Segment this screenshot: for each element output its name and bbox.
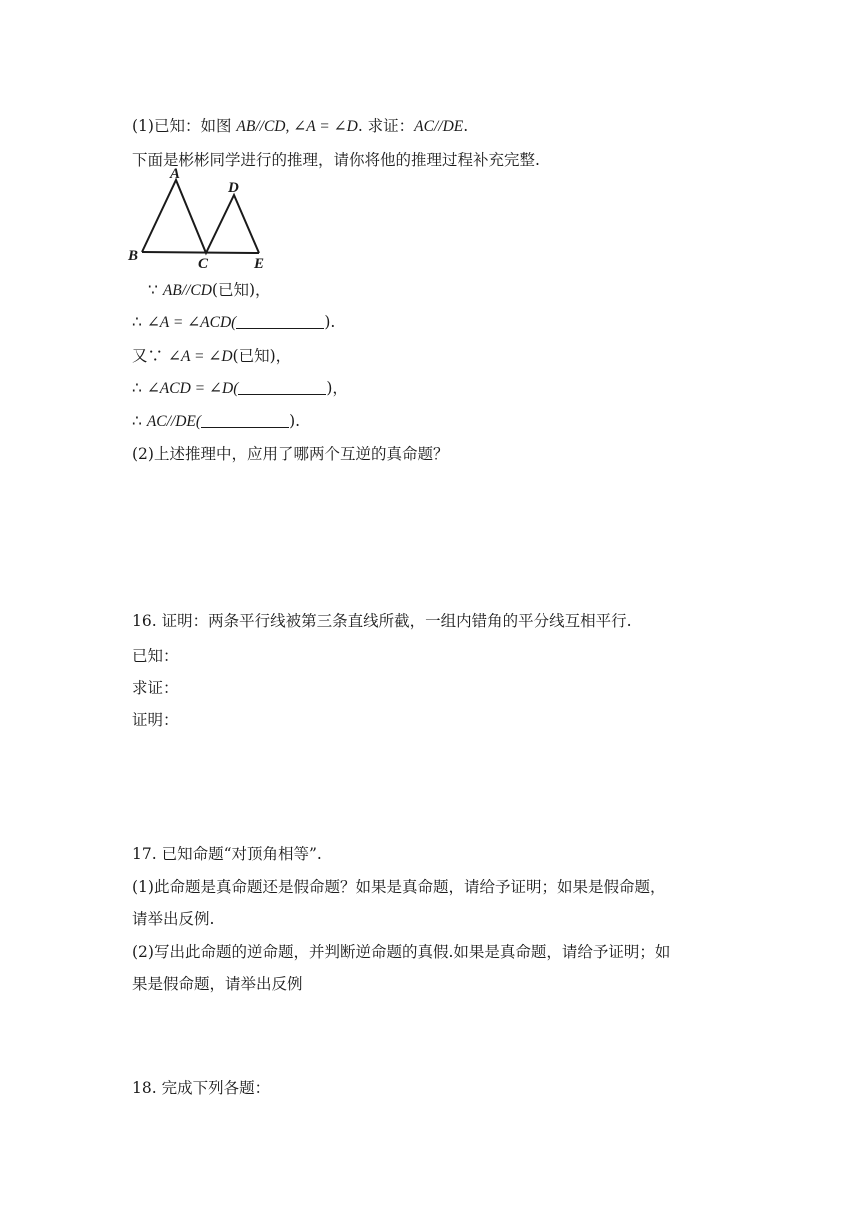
p15-step5-math: AC//DE( <box>146 413 202 430</box>
figure-label-e: E <box>254 256 265 272</box>
p16-given-label: 已知： <box>132 647 179 665</box>
p16-title: 16. 证明：两条平行线被第三条直线所截，一组内错角的平分线互相平行. <box>132 612 632 630</box>
triangles-figure <box>126 162 276 274</box>
p16-proof-label: 证明： <box>132 711 179 729</box>
p17-q2-line1: (2)写出此命题的逆命题，并判断逆命题的真假.如果是真命题，请给予证明；如 <box>132 943 671 961</box>
p15-step5 <box>132 411 300 432</box>
p17-q1-line2: 请举出反例. <box>132 910 215 928</box>
p15-prove-label: . 求证： <box>357 117 415 135</box>
p15-given-math: AB//CD, ∠A = ∠D <box>236 118 358 135</box>
answer-blank-1[interactable] <box>236 314 324 329</box>
p15-prove-math: AC//DE <box>414 118 464 135</box>
p15-step1 <box>148 280 271 301</box>
p15-part2: (2)上述推理中，应用了哪两个互逆的真命题？ <box>132 445 449 463</box>
p15-step3 <box>132 346 291 367</box>
p15-step2-end: ). <box>324 313 336 331</box>
p15-step1-reason: (已知)， <box>211 281 271 299</box>
p15-step2-math: ∠A = ∠ACD( <box>146 314 237 331</box>
answer-blank-3[interactable] <box>201 413 289 428</box>
p17-q2-line2: 果是假命题，请举出反例 <box>132 975 303 993</box>
therefore-symbol: ∴ <box>132 412 142 430</box>
p15-step5-end: ). <box>289 412 301 430</box>
p15-part1-end: . <box>463 117 469 135</box>
figure-label-c: C <box>198 256 209 272</box>
p17-title: 17. 已知命题“对顶角相等”. <box>132 845 322 863</box>
p17-q1-line1: (1)此命题是真命题还是假命题？如果是真命题，请给予证明；如果是假命题， <box>132 878 666 896</box>
because-symbol: ∵ <box>148 281 158 299</box>
p15-step3-math: ∠A = ∠D <box>167 348 233 365</box>
p18-title: 18. 完成下列各题： <box>132 1079 271 1097</box>
p15-part1-prefix: (1)已知：如图 <box>132 117 232 135</box>
p15-step1-math: AB//CD <box>162 282 212 299</box>
p15-step2 <box>132 312 335 333</box>
therefore-symbol: ∴ <box>132 313 142 331</box>
answer-blank-2[interactable] <box>238 380 326 395</box>
therefore-symbol: ∴ <box>132 379 142 397</box>
p15-step4 <box>132 378 348 399</box>
p15-step3-prefix: 又∵ <box>132 347 164 365</box>
p15-step4-math: ∠ACD = ∠D( <box>146 380 239 397</box>
p15-step3-reason: (已知)， <box>232 347 292 365</box>
figure-label-d: D <box>228 180 239 196</box>
p15-step4-end: )， <box>326 379 348 397</box>
figure-label-a: A <box>170 166 181 182</box>
figure-label-b: B <box>128 248 139 264</box>
p16-prove-label: 求证： <box>132 679 179 697</box>
p15-intro: 下面是彬彬同学进行的推理，请你将他的推理过程补充完整. <box>132 151 540 169</box>
p15-part1-statement <box>132 116 468 137</box>
